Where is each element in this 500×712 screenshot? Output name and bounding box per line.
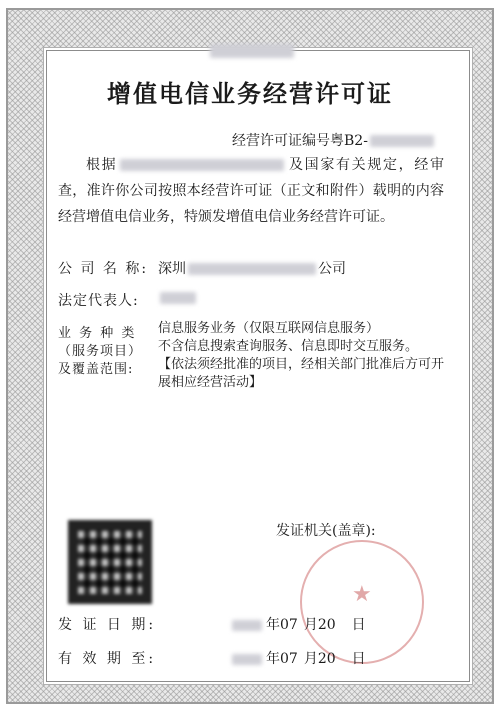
seal-star-icon: ★ [352,582,372,607]
scope-line-1: 信息服务业务（仅限互联网信息服务） [158,321,380,336]
issue-date-month: 年07 [266,617,298,633]
paragraph-rest: 及国家有关规定，经审查，准许你公司按照本经营许可证（正文和附件）载明的内容经营增值电信业务，特颁发增值电信业务经营许可证。 [58,157,445,225]
redacted-issuer-name [210,44,294,58]
valid-until-label: 有 效 期 至: [58,651,157,667]
coverage-label: 及覆盖范围: [58,362,134,377]
issue-date-label: 发 证 日 期: [58,617,157,633]
valid-until-month: 年07 [266,651,298,667]
redacted-issue-year [232,620,262,631]
company-name-suffix: 公司 [318,261,346,277]
service-items-label: （服务项目） [58,344,143,359]
redacted-valid-year [232,654,262,665]
paragraph-start: 根据 [86,157,118,173]
legal-representative-label: 法定代表人: [58,293,139,309]
redacted-legal-representative [160,292,196,304]
company-name [158,258,346,278]
page-title: 增值电信业务经营许可证 [107,79,393,108]
license-number-label: 经营许可证编号 [232,133,330,149]
redacted-license-number [370,135,434,147]
qr-code [68,520,152,604]
license-number [232,130,434,150]
issuing-authority-label: 发证机关(盖章): [276,523,376,539]
scope-line-3: 【依法须经批准的项目，经相关部门批准后方可开展相应经营活动】 [158,357,445,390]
issue-date-day: 月20 [303,617,336,633]
valid-until-day: 月20 [303,651,336,667]
redacted-regulation [120,159,284,171]
official-seal [300,540,424,664]
valid-until-date [232,648,366,668]
issue-date [232,614,366,634]
qr-code-pattern [78,530,142,594]
business-type-label: 业 务 种 类 [58,326,137,341]
issue-date-day-unit: 日 [351,617,366,633]
license-number-prefix: 粤B2- [330,133,368,149]
scope-line-2: 不含信息搜索查询服务、信息即时交互服务。 [158,339,419,354]
company-name-label: 公 司 名 称: [58,261,149,277]
redacted-company-name [188,263,316,275]
valid-until-day-unit: 日 [351,651,366,667]
company-name-prefix: 深圳 [158,261,186,277]
business-scope [158,320,448,392]
approval-paragraph [58,152,444,230]
